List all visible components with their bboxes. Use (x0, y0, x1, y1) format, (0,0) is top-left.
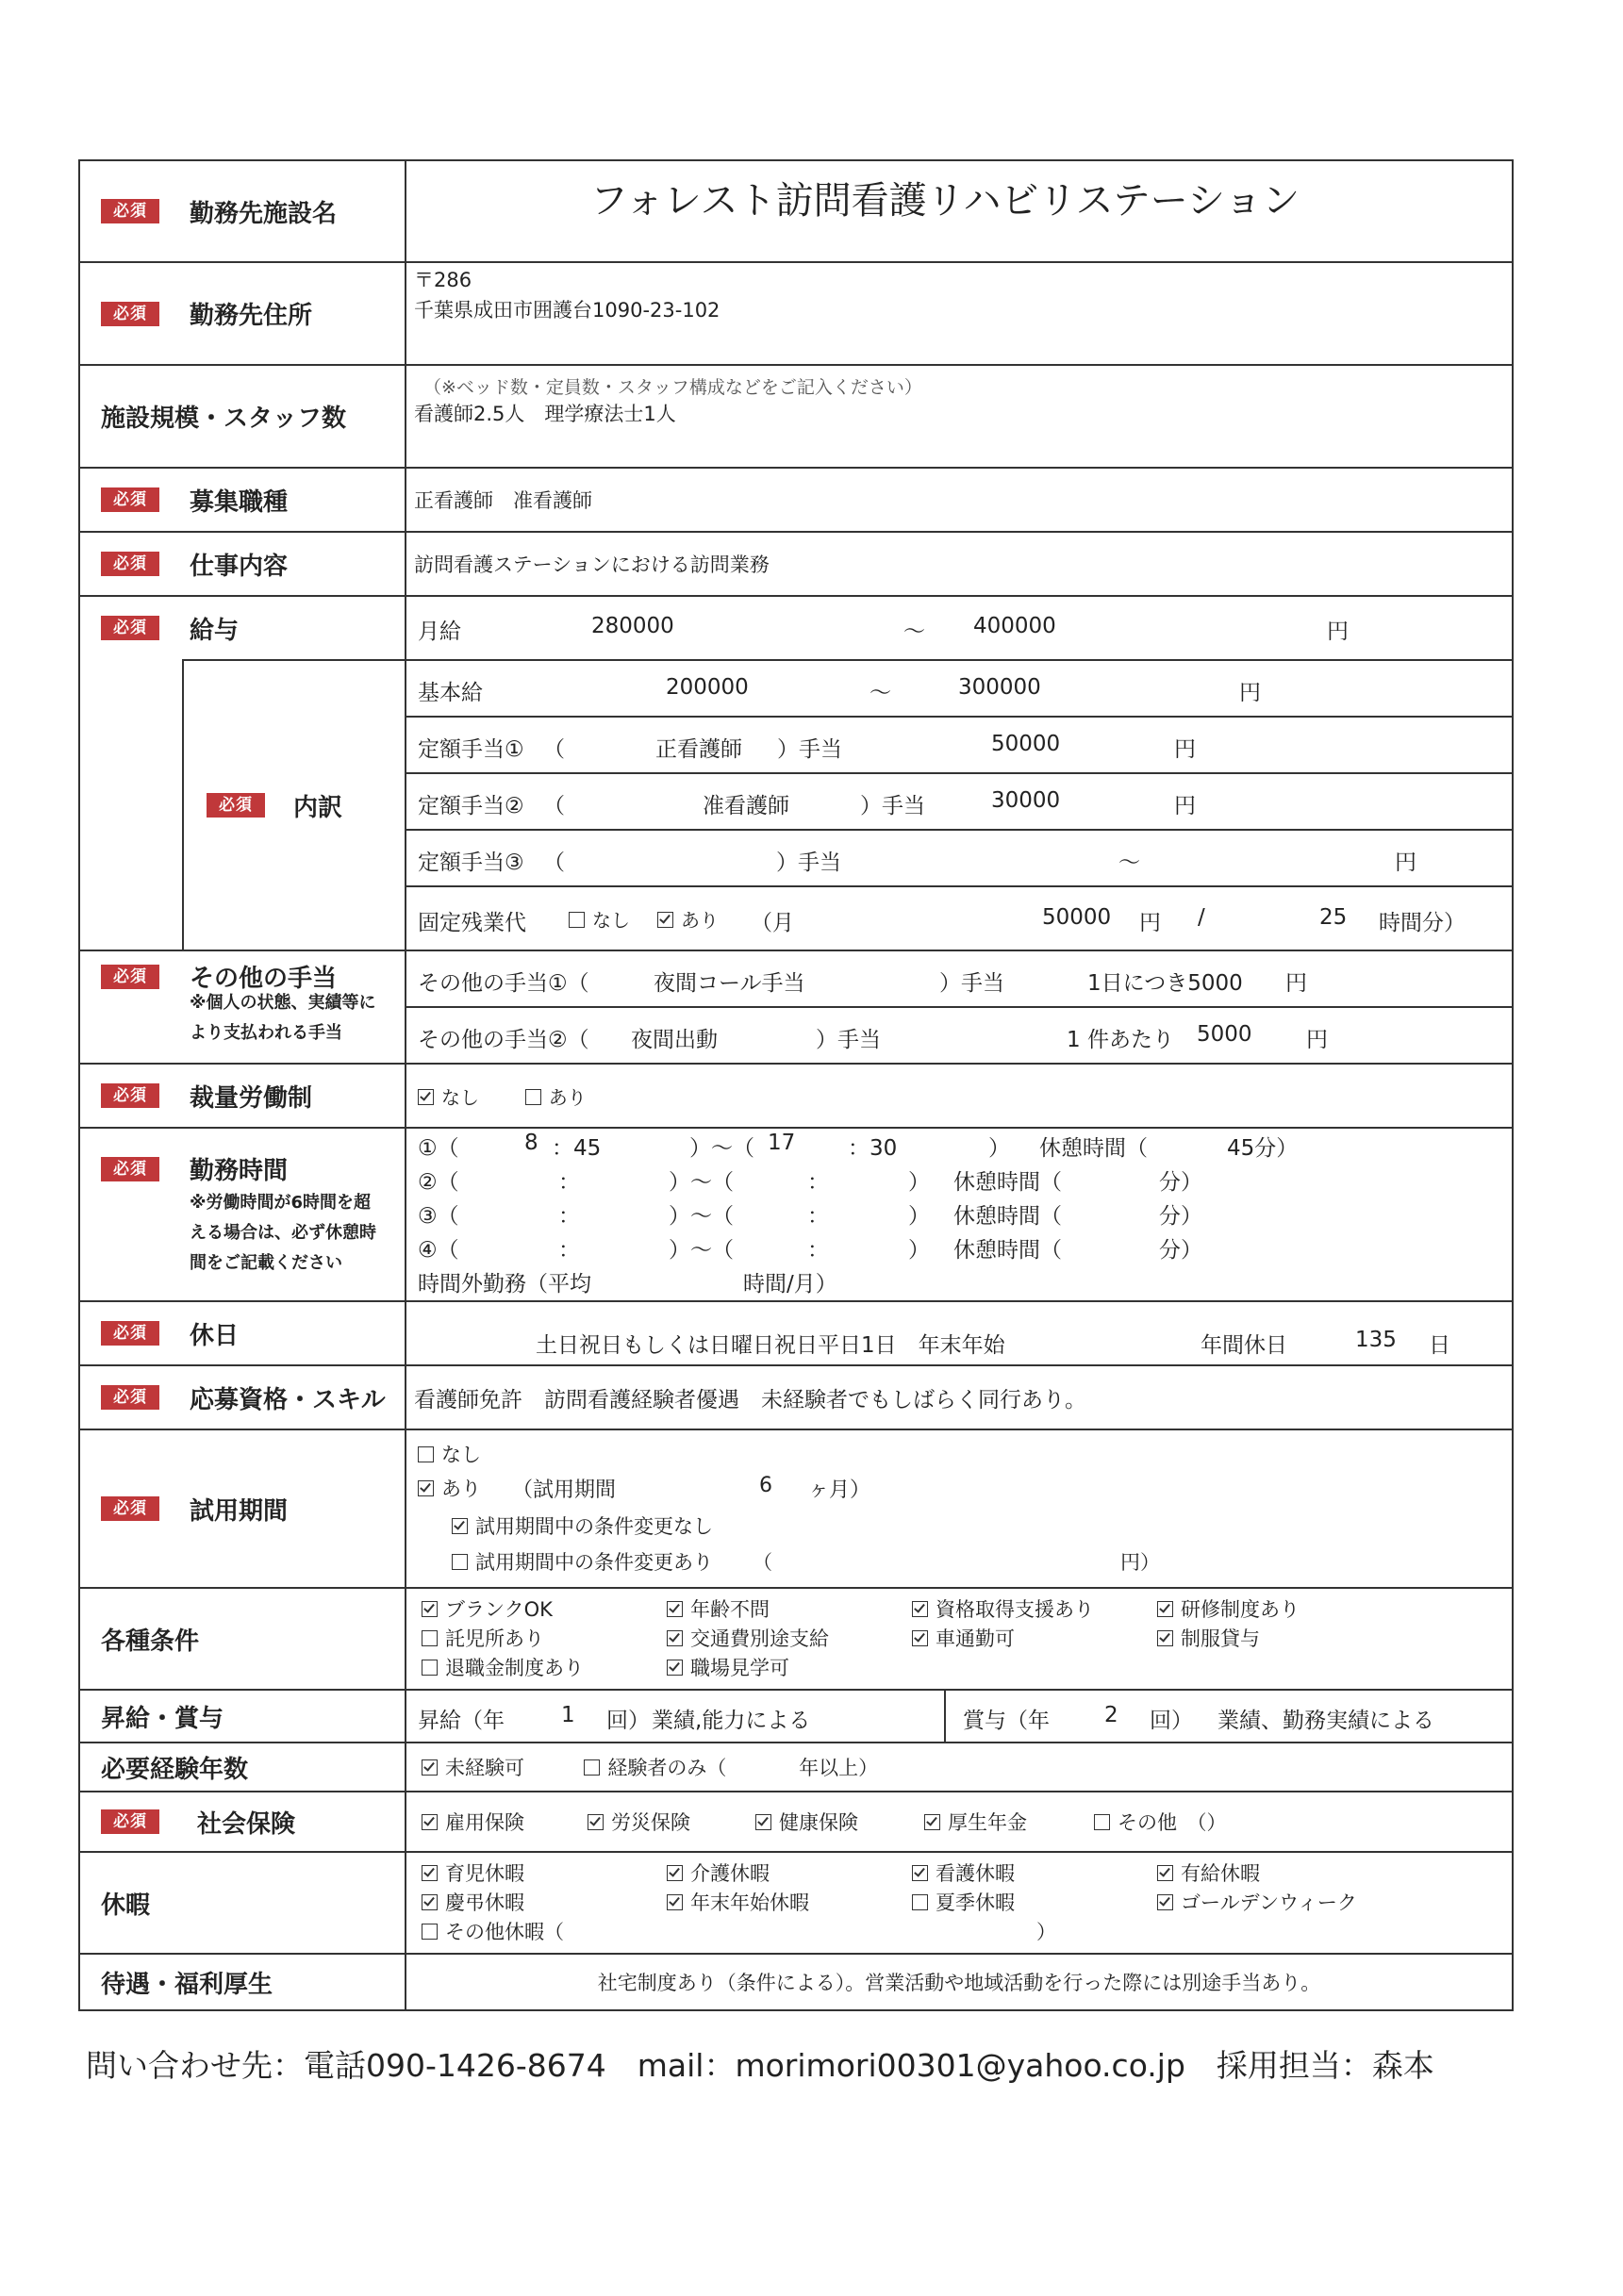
required-badge: 必須 (101, 552, 159, 576)
condition-checkbox[interactable] (667, 1660, 683, 1676)
condition-label: 託児所あり (445, 1627, 545, 1650)
row-base-salary (79, 660, 1513, 717)
monthly-min: 280000 (591, 614, 674, 638)
base-tilde: 〜 (869, 681, 892, 705)
required-badge: 必須 (101, 487, 159, 512)
shift-3-open: ③（ (418, 1204, 459, 1229)
shift-2-break-value: 分） (1159, 1170, 1203, 1195)
discretion-label: 裁量労働制 (190, 1083, 313, 1113)
condition-checkbox[interactable] (422, 1630, 438, 1646)
insurance-label-item: 雇用保険 (445, 1811, 525, 1834)
allowance-1-open: （ (543, 737, 566, 762)
condition-label: 年齢不問 (690, 1597, 770, 1621)
other-allowance-1-label: その他の手当①（ (418, 971, 589, 996)
trial-yes-checkbox[interactable] (418, 1480, 434, 1496)
insurance-checkbox[interactable] (755, 1814, 771, 1830)
job-type-value: 正看護師 准看護師 (406, 468, 1513, 532)
required-badge: 必須 (101, 965, 159, 989)
condition-checkbox[interactable] (1157, 1630, 1173, 1646)
shift-4-start-min: ： (558, 1238, 581, 1263)
working-hours-cell (406, 1128, 1513, 1301)
trial-period-close: ヶ月） (808, 1478, 871, 1502)
trial-period-open: （試用期間 (512, 1478, 617, 1502)
row-discretion (79, 1064, 1513, 1128)
trial-nochange-label: 試用期間中の条件変更なし (475, 1515, 714, 1538)
monthly-max: 400000 (973, 614, 1056, 638)
base-yen: 円 (1239, 681, 1262, 705)
row-job-desc (79, 532, 1513, 596)
condition-label: 職場見学可 (690, 1656, 790, 1679)
overtime-none-label: なし (592, 909, 631, 932)
insurance-item (1094, 1808, 1283, 1836)
discretion-yes-label: あり (548, 1085, 587, 1109)
insurance-label: 社会保険 (197, 1809, 296, 1839)
other-allowance-2-yen: 円 (1306, 1028, 1329, 1052)
monthly-label: 月給 (418, 619, 462, 644)
row-conditions (79, 1588, 1513, 1690)
shift-4-close: ） (908, 1238, 931, 1263)
condition-item (667, 1595, 912, 1625)
allowance-1-yen: 円 (1174, 737, 1197, 762)
raise-label: 昇給・賞与 (101, 1704, 224, 1733)
required-badge: 必須 (101, 1321, 159, 1346)
shift-2-close: ） (908, 1170, 931, 1195)
allowance-2-amount: 30000 (991, 788, 1061, 813)
condition-checkbox[interactable] (912, 1601, 928, 1617)
shift-1-end-hour: 17 (768, 1131, 796, 1155)
insurance-checkbox[interactable] (924, 1814, 940, 1830)
raise-bonus-divider (944, 1690, 946, 1743)
required-badge: 必須 (101, 1157, 159, 1181)
postal-code: 〒286 (414, 269, 472, 291)
condition-label: 資格取得支援あり (936, 1597, 1095, 1621)
shift-3-end-min: ： (807, 1204, 830, 1229)
allowance-2-open: （ (543, 794, 566, 818)
annual-holiday-unit: 日 (1429, 1333, 1451, 1358)
shift-1-break-value: 45分） (1227, 1136, 1299, 1161)
holiday-cell (406, 1301, 1513, 1365)
shift-1-start-min: ：45 (552, 1136, 602, 1161)
leave-label-item: 年末年始休暇 (690, 1891, 810, 1914)
allowance-3-open: （ (543, 851, 566, 875)
leave-label-item: 有給休暇 (1181, 1861, 1261, 1885)
overtime-average-label: 時間外勤務（平均 (418, 1272, 592, 1297)
scale-label: 施設規模・スタッフ数 (101, 405, 347, 433)
row-salary (79, 596, 1513, 660)
allowance-1-close: ）手当 (777, 737, 843, 762)
discretion-none-checkbox[interactable] (418, 1089, 434, 1105)
insurance-label-item: 厚生年金 (948, 1811, 1028, 1834)
raise-close: 回） (606, 1709, 651, 1733)
other-allowance-1-name: 夜間コール手当 (654, 971, 805, 996)
leave-label-item: 夏季休暇 (936, 1891, 1016, 1914)
shift-2-mid: ）〜（ (669, 1170, 735, 1195)
discretion-yes-checkbox[interactable] (525, 1089, 541, 1105)
leave-label-item: 介護休暇 (690, 1861, 770, 1885)
condition-item (1157, 1595, 1402, 1625)
shift-2-start-min: ： (558, 1170, 581, 1195)
allowance-1-amount: 50000 (991, 732, 1061, 756)
shift-1-open: ①（ (418, 1136, 459, 1161)
indent-cell (79, 660, 183, 950)
allowance-1-cell (406, 717, 1513, 773)
shift-1-mid: ）〜（ (689, 1136, 755, 1161)
discretion-none-label: なし (441, 1085, 480, 1109)
overtime-none-checkbox[interactable] (569, 912, 585, 928)
row-experience (79, 1743, 1513, 1792)
allowance-2-yen: 円 (1174, 794, 1197, 818)
row-job-type (79, 468, 1513, 532)
other-allowance-note-2: より支払われる手当 (190, 1023, 342, 1043)
leave-item (1157, 1859, 1402, 1889)
required-badge: 必須 (101, 199, 159, 223)
row-address (79, 262, 1513, 365)
row-qualification (79, 1365, 1513, 1429)
shift-4-end-min: ： (807, 1238, 830, 1263)
bonus-note: 業績、勤務実績による (1217, 1709, 1435, 1733)
leave-other-label: その他休暇（ (445, 1920, 565, 1943)
row-insurance (79, 1792, 1513, 1852)
other-allowance-2-unit: 1 件あたり (1067, 1028, 1174, 1052)
conditions-cell (406, 1588, 1513, 1690)
welfare-value: 社宅制度あり（条件による）。営業活動や地域活動を行った際には別途手当あり。 (406, 1954, 1513, 2010)
row-working-hours (79, 1128, 1513, 1301)
working-hours-note-2: える場合は、必ず休憩時 (190, 1223, 376, 1243)
job-posting-form (78, 159, 1512, 2011)
leave-checkbox[interactable] (667, 1894, 683, 1910)
bonus-close: 回） (1150, 1709, 1194, 1733)
raise-note: 業績,能力による (652, 1709, 811, 1733)
allowance-2-label: 定額手当② (418, 794, 524, 818)
required-badge: 必須 (101, 1385, 159, 1410)
experience-years-label: 年以上） (799, 1757, 879, 1779)
other-allowance-2-close: ）手当 (816, 1028, 882, 1052)
condition-checkbox[interactable] (667, 1601, 683, 1617)
facility-name-label: 勤務先施設名 (190, 199, 338, 228)
insurance-checkbox[interactable] (588, 1814, 604, 1830)
bonus-count: 2 (1104, 1703, 1118, 1727)
other-allowance-label: その他の手当 (190, 965, 338, 993)
leave-other-close: ） (1036, 1920, 1057, 1943)
shift-4-break-label: 休憩時間（ (953, 1238, 1063, 1263)
leave-other-checkbox[interactable] (422, 1924, 438, 1940)
label-cell (79, 160, 406, 262)
condition-item (422, 1654, 667, 1683)
other-allowance-2-label: その他の手当②（ (418, 1028, 589, 1052)
raise-open: 昇給（年 (418, 1709, 505, 1733)
leave-label: 休暇 (101, 1891, 151, 1920)
address-value: 千葉県成田市囲護台1090-23-102 (414, 299, 720, 322)
working-hours-label-cell (79, 1128, 406, 1301)
condition-checkbox[interactable] (422, 1601, 438, 1617)
shift-1-break-label: 休憩時間（ (1039, 1136, 1149, 1161)
leave-label-item: ゴールデンウィーク (1181, 1891, 1357, 1914)
leave-item (667, 1859, 912, 1889)
shift-3-break-label: 休憩時間（ (953, 1204, 1063, 1229)
inexperienced-label: 未経験可 (445, 1757, 525, 1779)
leave-checkbox[interactable] (1157, 1865, 1173, 1881)
shift-1-end-min: ：30 (848, 1136, 898, 1161)
address-label: 勤務先住所 (190, 302, 313, 330)
base-min: 200000 (666, 675, 749, 700)
leave-item (422, 1859, 667, 1889)
conditions-label: 各種条件 (101, 1627, 200, 1656)
row-scale (79, 365, 1513, 468)
leave-item (1157, 1889, 1402, 1918)
qualification-label: 応募資格・スキル (190, 1385, 386, 1414)
leave-checkbox[interactable] (912, 1865, 928, 1881)
contact-footer: 問い合わせ先：電話090-1426-8674 mail：morimori00301@yahoo.co.jp 採用担当：森本 (86, 2047, 1434, 2084)
allowance-3-label: 定額手当③ (418, 851, 524, 875)
breakdown-label: 内訳 (293, 793, 343, 822)
breakdown-label-cell (183, 660, 406, 950)
shift-3-start-min: ： (558, 1204, 581, 1229)
other-allowance-note-1: ※個人の状態、実績等に (190, 993, 376, 1013)
required-badge: 必須 (101, 1496, 159, 1521)
overtime-yes-label: あり (681, 909, 720, 932)
other-allowance-label-cell (79, 950, 406, 1064)
experience-cell (406, 1743, 1513, 1792)
row-other-allowance-1 (79, 950, 1513, 1007)
leave-checkbox[interactable] (422, 1865, 438, 1881)
other-allowance-1-yen: 円 (1285, 971, 1308, 996)
working-hours-note-1: ※労働時間が6時間を超 (190, 1193, 372, 1213)
insurance-checkbox[interactable] (1094, 1814, 1110, 1830)
leave-label-item: 育児休暇 (445, 1861, 525, 1885)
leave-checkbox[interactable] (1157, 1894, 1173, 1910)
holiday-value: 土日祝日もしくは日曜日祝日平日1日 年末年始 (536, 1333, 1005, 1358)
leave-checkbox[interactable] (422, 1894, 438, 1910)
scale-value: 看護師2.5人 理学療法士1人 (414, 403, 676, 425)
leave-item-other (422, 1918, 1402, 1947)
allowance-2-cell (406, 773, 1513, 830)
row-welfare (79, 1954, 1513, 2010)
allowance-2-name: 准看護師 (703, 794, 790, 818)
shift-3-break-value: 分） (1159, 1204, 1203, 1229)
condition-label: 制服貸与 (1181, 1627, 1261, 1650)
trial-months: 6 (759, 1474, 773, 1497)
condition-item (422, 1595, 667, 1625)
monthly-tilde: 〜 (903, 619, 926, 644)
trial-none-checkbox[interactable] (418, 1446, 434, 1462)
insurance-label-item: 健康保険 (779, 1811, 859, 1834)
trial-label: 試用期間 (190, 1496, 289, 1526)
leave-item (422, 1889, 667, 1918)
required-badge: 必須 (101, 1083, 159, 1108)
other-allowance-1-cell (406, 950, 1513, 1007)
shift-1-start-hour: 8 (524, 1131, 538, 1155)
other-allowance-1-amount: 1日につき5000 (1087, 971, 1243, 996)
form-table (78, 159, 1514, 2011)
condition-item (912, 1595, 1157, 1625)
overtime-slash: / (1198, 905, 1205, 930)
overtime-label: 固定残業代 (418, 911, 527, 935)
shift-4-open: ④（ (418, 1238, 459, 1263)
condition-checkbox[interactable] (422, 1660, 438, 1676)
experience-label: 必要経験年数 (101, 1755, 249, 1784)
condition-item (912, 1625, 1157, 1654)
trial-cell (406, 1429, 1513, 1588)
raise-bonus-cell (406, 1690, 1513, 1743)
row-holiday (79, 1301, 1513, 1365)
working-hours-note-3: 間をご記載ください (190, 1253, 342, 1273)
condition-label: 交通費別途支給 (690, 1627, 830, 1650)
qualification-value: 看護師免許 訪問看護経験者優遇 未経験者でもしばらく同行あり。 (406, 1365, 1513, 1429)
row-facility-name (79, 160, 1513, 262)
holiday-label: 休日 (190, 1321, 240, 1350)
shift-3-close: ） (908, 1204, 931, 1229)
insurance-label-item: 労災保険 (611, 1811, 691, 1834)
inexperienced-checkbox[interactable] (422, 1759, 438, 1776)
shift-2-open: ②（ (418, 1170, 459, 1195)
scale-hint: （※ベッド数・定員数・スタッフ構成などをご記入ください） (423, 377, 922, 398)
facility-name-cell (406, 160, 1513, 262)
discretion-cell (406, 1064, 1513, 1128)
overtime-yen: 円 (1139, 911, 1162, 935)
allowance-3-close: ）手当 (776, 851, 842, 875)
overtime-hours-unit: 時間分） (1379, 911, 1466, 935)
row-raise-bonus (79, 1690, 1513, 1743)
required-badge: 必須 (207, 793, 265, 818)
annual-holiday-label: 年間休日 (1201, 1333, 1288, 1358)
condition-item (667, 1625, 912, 1654)
base-label: 基本給 (418, 681, 484, 705)
overtime-hours: 25 (1319, 905, 1348, 930)
condition-item (422, 1625, 667, 1654)
leave-checkbox[interactable] (912, 1894, 928, 1910)
monthly-yen: 円 (1327, 619, 1350, 644)
overtime-average-unit: 時間/月） (743, 1272, 837, 1297)
experienced-only-label: 経験者のみ（ (607, 1757, 727, 1779)
welfare-label: 待遇・福利厚生 (101, 1970, 273, 1999)
base-salary-cell (406, 660, 1513, 717)
shift-1-close: ） (988, 1136, 1011, 1161)
fixed-overtime-cell (406, 886, 1513, 950)
other-allowance-1-close: ）手当 (939, 971, 1005, 996)
row-trial (79, 1429, 1513, 1588)
trial-yes-label: あり (441, 1478, 482, 1500)
leave-item (667, 1889, 912, 1918)
condition-item (667, 1654, 912, 1683)
row-leave (79, 1852, 1513, 1954)
experienced-only-checkbox[interactable] (584, 1759, 600, 1776)
insurance-item (924, 1808, 1094, 1836)
address-cell (406, 262, 1513, 365)
job-desc-value: 訪問看護ステーションにおける訪問業務 (406, 532, 1513, 596)
shift-3-mid: ）〜（ (669, 1204, 735, 1229)
bonus-open: 賞与（年 (963, 1709, 1051, 1733)
allowance-2-close: ）手当 (860, 794, 926, 818)
insurance-item (755, 1808, 924, 1836)
condition-item (1157, 1625, 1402, 1654)
leave-item (912, 1859, 1157, 1889)
other-allowance-2-cell (406, 1007, 1513, 1064)
insurance-item (588, 1808, 755, 1836)
conditions-grid (422, 1595, 1512, 1683)
insurance-item (422, 1808, 588, 1836)
job-type-label: 募集職種 (190, 487, 289, 517)
leave-label-item: 看護休暇 (936, 1861, 1016, 1885)
base-max: 300000 (958, 675, 1041, 700)
trial-change-label: 試用期間中の条件変更あり (475, 1551, 714, 1574)
condition-checkbox[interactable] (1157, 1601, 1173, 1617)
shift-2-break-label: 休憩時間（ (953, 1170, 1063, 1195)
allowance-3-cell (406, 830, 1513, 886)
overtime-month: （月 (751, 911, 795, 935)
leave-cell (406, 1852, 1513, 1954)
shift-2-end-min: ： (807, 1170, 830, 1195)
condition-checkbox[interactable] (667, 1630, 683, 1646)
insurance-checkbox[interactable] (422, 1814, 438, 1830)
leave-label-item: 慶弔休暇 (445, 1891, 525, 1914)
insurance-cell (406, 1792, 1513, 1852)
overtime-yes-checkbox[interactable] (657, 912, 673, 928)
condition-label: 車通勤可 (936, 1627, 1016, 1650)
insurance-label-item: その他 （） (1118, 1811, 1227, 1834)
facility-name-value: フォレスト訪問看護リハビリステーション (589, 179, 1300, 223)
salary-label: 給与 (190, 616, 240, 645)
scale-cell (406, 365, 1513, 468)
working-hours-label: 勤務時間 (190, 1157, 289, 1185)
shift-4-break-value: 分） (1159, 1238, 1203, 1263)
salary-monthly-cell (406, 596, 1513, 660)
condition-checkbox[interactable] (912, 1630, 928, 1646)
required-badge: 必須 (101, 302, 159, 326)
condition-label: ブランクOK (445, 1597, 553, 1621)
leave-grid (422, 1859, 1512, 1947)
other-allowance-2-amount: 5000 (1197, 1022, 1252, 1047)
required-badge: 必須 (101, 616, 159, 640)
overtime-amount: 50000 (1042, 905, 1112, 930)
other-allowance-2-name: 夜間出動 (631, 1028, 719, 1052)
allowance-1-label: 定額手当① (418, 737, 524, 762)
allowance-3-tilde: 〜 (1118, 851, 1141, 875)
trial-change-checkbox[interactable] (452, 1554, 468, 1570)
allowance-1-name: 正看護師 (655, 737, 743, 762)
trial-change-close: 円） (1120, 1551, 1161, 1574)
shift-4-mid: ）〜（ (669, 1238, 735, 1263)
required-badge: 必須 (101, 1809, 159, 1834)
trial-nochange-checkbox[interactable] (452, 1518, 468, 1534)
allowance-3-yen: 円 (1395, 851, 1417, 875)
condition-label: 研修制度あり (1181, 1597, 1300, 1621)
trial-change-open: （ (753, 1551, 773, 1574)
leave-item (912, 1889, 1157, 1918)
leave-checkbox[interactable] (667, 1865, 683, 1881)
annual-holiday-value: 135 (1355, 1328, 1397, 1352)
condition-label: 退職金制度あり (445, 1656, 585, 1679)
raise-count: 1 (561, 1703, 575, 1727)
trial-none-label: なし (441, 1444, 482, 1466)
job-desc-label: 仕事内容 (190, 552, 289, 581)
